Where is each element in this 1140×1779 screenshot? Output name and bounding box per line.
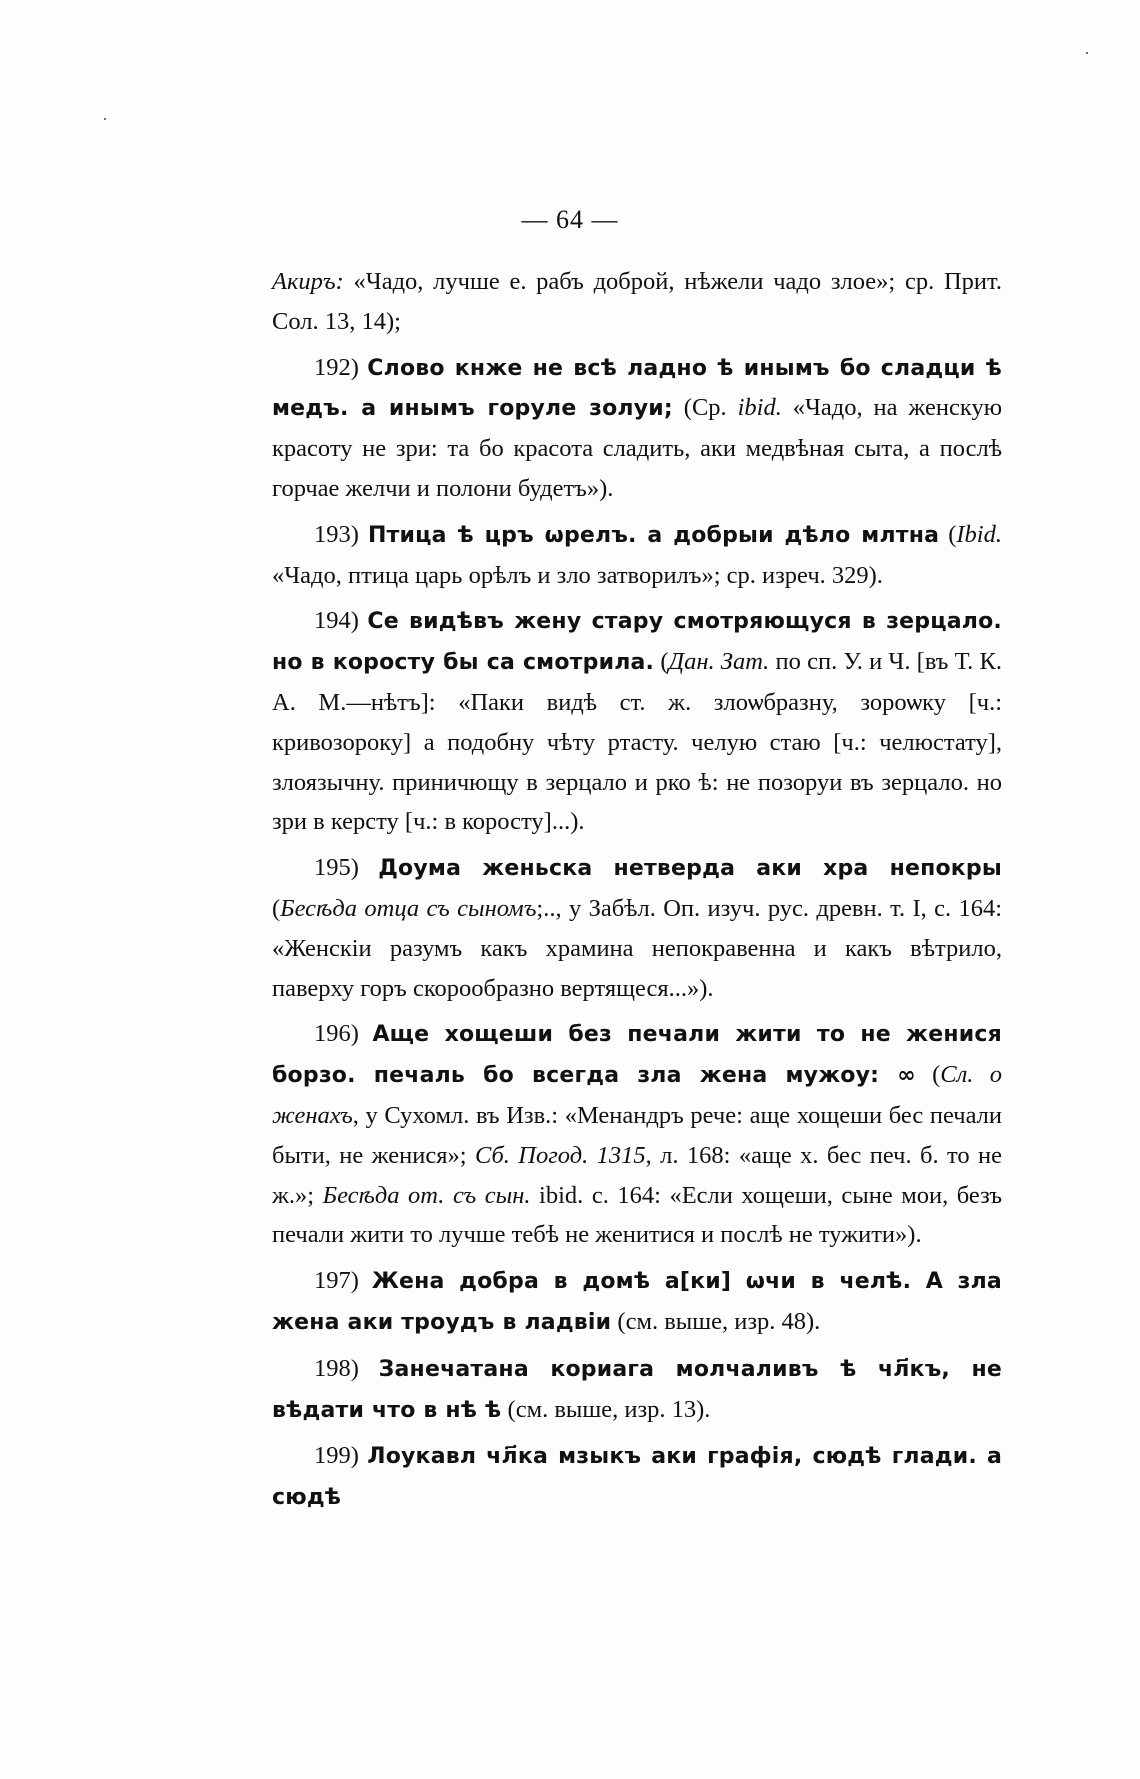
entry-number: 195)	[314, 854, 379, 882]
paragraph	[272, 848, 1002, 1008]
paragraph	[272, 348, 1002, 509]
slavonic-saying: Занечатана кориага молчаливъ ѣ чл҃къ, не вѣдати что в нѣ ѣ	[272, 1356, 1002, 1423]
paragraph	[272, 601, 1002, 842]
paragraph	[272, 1261, 1002, 1343]
italic-reference: Акиръ:	[272, 268, 344, 295]
italic-reference: Дан. Зат.	[668, 648, 770, 676]
italic-reference: Ibid.	[956, 520, 1002, 548]
slavonic-saying: Аще хощеши без печали жити то не женися борзо. печаль бо всегда зла жена мужоу: ∞	[272, 1022, 1002, 1089]
paragraph	[272, 515, 1002, 596]
italic-reference: Бесѣда отца съ сыномъ	[280, 894, 537, 922]
italic-reference: Бесѣда от. съ сын.	[322, 1181, 531, 1209]
commentary-text: «Чадо, на женскую красоту не зри: та бо красота сладить, аки медвѣная сыта, а послѣ горчае желчи и полони будетъ»).	[272, 394, 1002, 502]
paragraph	[272, 262, 1002, 342]
commentary-text: (	[915, 1061, 941, 1089]
page-text	[272, 262, 1002, 1524]
entry-number: 196)	[314, 1020, 373, 1048]
slavonic-saying: Птица ѣ цръ ѡрелъ. а добрыи дѣло млтна	[367, 522, 940, 548]
entry-number: 198)	[314, 1354, 379, 1382]
commentary-text: , л. 168: «аще х. бес печ. б. то не ж.»;	[272, 1141, 1003, 1209]
entry-number: 194)	[314, 607, 368, 635]
paragraph	[272, 1349, 1002, 1431]
entry-number: 192)	[314, 353, 368, 381]
entry-number: 197)	[314, 1267, 372, 1295]
italic-reference: Сл. о женахъ	[272, 1061, 1002, 1129]
commentary-text: ;.., у Забѣл. Оп. изуч. рус. древн. т. I, с. 164: «Женскiи разумъ какъ храмина непокравенна и какъ вѣтрило, паверху горъ скорообразно вертящеся...»).	[272, 894, 1003, 1002]
italic-reference: ibid.	[737, 394, 782, 422]
commentary-text: «Чадо, лучше е. рабъ доброй, нѣжели чадо злое»; ср. Прит. Сол. 13, 14);	[272, 268, 1002, 335]
commentary-text: «Чадо, птица царь орѣлъ и зло затворилъ»; ср. изреч. 329).	[272, 561, 883, 589]
paper-speck	[1086, 52, 1088, 54]
commentary-text: ibid. с. 164: «Если хощеши, сыне мои, безъ печали жити то лучше тебѣ не женитися и послѣ не тужити»).	[272, 1181, 1003, 1249]
commentary-text: (см. выше, изр. 48).	[611, 1307, 821, 1335]
commentary-text: , у Сухомл. въ Изв.: «Менандръ рече: аще хощеши бес печали быти, не женися»;	[272, 1101, 1002, 1169]
slavonic-saying: Доума женьска нетверда аки хра непокры	[378, 856, 1002, 882]
commentary-text: (Ср.	[672, 394, 738, 422]
paper-speck	[104, 118, 106, 120]
page-number: — 64 —	[521, 205, 619, 234]
slavonic-saying: Лоукавл чл҃ка мзыкъ аки графiя, сюдѣ глади. а сюдѣ	[272, 1444, 1002, 1511]
commentary-text: по сп. У. и Ч. [въ Т. К. А. М.—нѣтъ]: «Паки видѣ ст. ж. злоѡбразну, зороѡку [ч.: кривозороку] а подобну чѣту ртасту. челую стаю [ч.: челюстату], злоязычну. приничющу в зерцало и рко ѣ: не позоруи въ зерцало. но зри в керсту [ч.: в коросту]...).	[272, 648, 1002, 836]
commentary-text: (	[939, 520, 957, 548]
commentary-text: (см. выше, изр. 13).	[501, 1395, 711, 1423]
slavonic-saying: Жена добра в домѣ а[ки] ѡчи в челѣ. А зла жена аки троудъ в ладвiи	[272, 1269, 1002, 1335]
commentary-text: (	[272, 894, 281, 922]
commentary-text: (	[654, 648, 669, 676]
entry-number: 193)	[314, 520, 368, 548]
paragraph	[272, 1436, 1002, 1518]
entry-number: 199)	[314, 1442, 368, 1470]
slavonic-saying: Слово кнже не всѣ ладно ѣ инымъ бо сладци ѣ медъ. а инымъ горуле золуи;	[272, 355, 1002, 422]
slavonic-saying: Се видѣвъ жену стару смотряющуся в зерцало. но в коросту бы са смотрила.	[272, 609, 1002, 676]
paragraph	[272, 1014, 1002, 1255]
italic-reference: Сб. Погод. 1315	[474, 1141, 646, 1169]
